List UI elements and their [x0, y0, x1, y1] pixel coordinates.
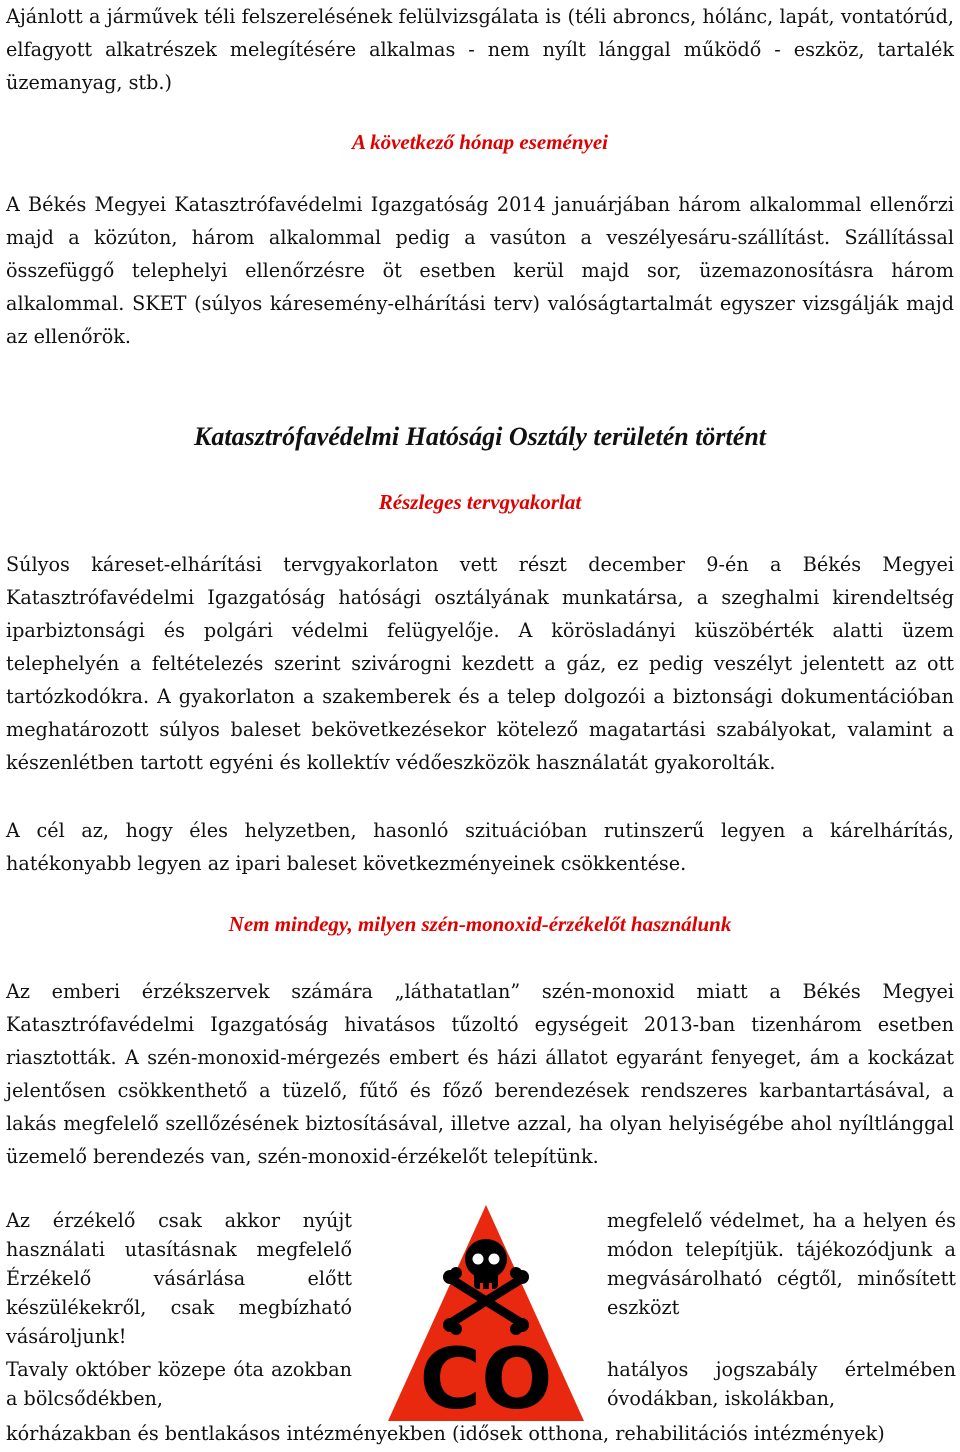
right-column-text-2: hatályos jogszabály értelmében óvodákban, iskolákban, [607, 1358, 956, 1410]
co-detector-last-line: kórházakban és bentlakásos intézményekben (idősek otthona, rehabilitációs intézmények) [6, 1422, 885, 1445]
co-warning-sign [386, 1203, 586, 1423]
right-column [607, 1206, 956, 1413]
left-column [6, 1206, 352, 1413]
co-detector-paragraph: Az emberi érzékszervek számára „láthatatlan” szén-monoxid miatt a Békés Megyei Katasztrófavédelmi Igazgatóság hivatásos tűzoltó egységeit 2013-ban tizenhárom esetben riasztották. A szén-monoxid-mérgezés embert és házi állatot egyaránt fenyeget, ám a kockázat jelentősen csökkenthető a tüzelő, fűtő és főző berendezések rendszeres karbantartásával, a lakás megfelelő szellőzésének biztosításával, illetve azzal, ha olyan helyiségébe ahol nyíltlánggal üzemelő berendezés van, szén-monoxid-érzékelőt telepítünk. [6, 980, 954, 1168]
left-column-text-1: Az érzékelő csak akkor nyújt használati utasításnak megfelelő Érzékelő vásárlása előtt készülékekről, csak megbízható vásároljunk! [6, 1209, 352, 1348]
exercise-heading: Részleges tervgyakorlat [378, 490, 582, 514]
exercise-paragraph-1: Súlyos káreset-elhárítási tervgyakorlaton vett részt december 9-én a Békés Megyei Katasztrófavédelmi Igazgatóság hatósági osztályának munkatársa, a szeghalmi kirendeltség iparbiztonsági és polgári védelmi felügyelője. A körösladányi küszöbérték alatti üzem telephelyén a feltételezés szerint szivárogni kezdett a gáz, ez pedig veszélyt jelentett az ott tartózkodókra. A gyakorlaton a szakemberek és a telep dolgozói a biztonsági dokumentációban meghatározott súlyos baleset bekövetkezésekor kötelező magatartási szabályokat, valamint a készenlétben tartott egyéni és kollektív védőeszközök használatát gyakorolták. [6, 553, 954, 774]
section-heading: Katasztrófavédelmi Hatósági Osztály területén történt [194, 422, 766, 451]
co-detector-heading: Nem mindegy, milyen szén-monoxid-érzékelőt használunk [228, 912, 732, 936]
next-month-paragraph: A Békés Megyei Katasztrófavédelmi Igazgatóság 2014 januárjában három alkalommal ellenőrzi majd a közúton, három alkalommal pedig a vasúton a veszélyesáru-szállítást. Szállítással összefüggő telephelyi ellenőrzésre öt esetben kerül majd sor, üzemazonosításra három alkalommal. SKET (súlyos káresemény-elhárítási terv) valóságtartalmát egyszer vizsgálják majd az ellenőrök. [6, 193, 954, 348]
co-label: CO [419, 1330, 553, 1423]
next-month-heading: A következő hónap eseményei [351, 130, 609, 154]
left-column-text-2: Tavaly október közepe óta azokban a bölcsődékben, [6, 1358, 352, 1410]
right-column-text-1: megfelelő védelmet, ha a helyen és módon telepítjük. tájékozódjunk a megvásárolható cégtől, minősített eszközt [607, 1209, 956, 1319]
exercise-paragraph-2: A cél az, hogy éles helyzetben, hasonló szituációban rutinszerű legyen a kárelhárítás, hatékonyabb legyen az ipari baleset következményeinek csökkentése. [6, 819, 954, 875]
intro-paragraph: Ajánlott a járművek téli felszerelésének felülvizsgálata is (téli abroncs, hólánc, lapát, vontatórúd, elfagyott alkatrészek melegítésére alkalmas - nem nyílt lánggal működő - eszköz, tartalék üzemanyag, stb.) [6, 5, 954, 94]
